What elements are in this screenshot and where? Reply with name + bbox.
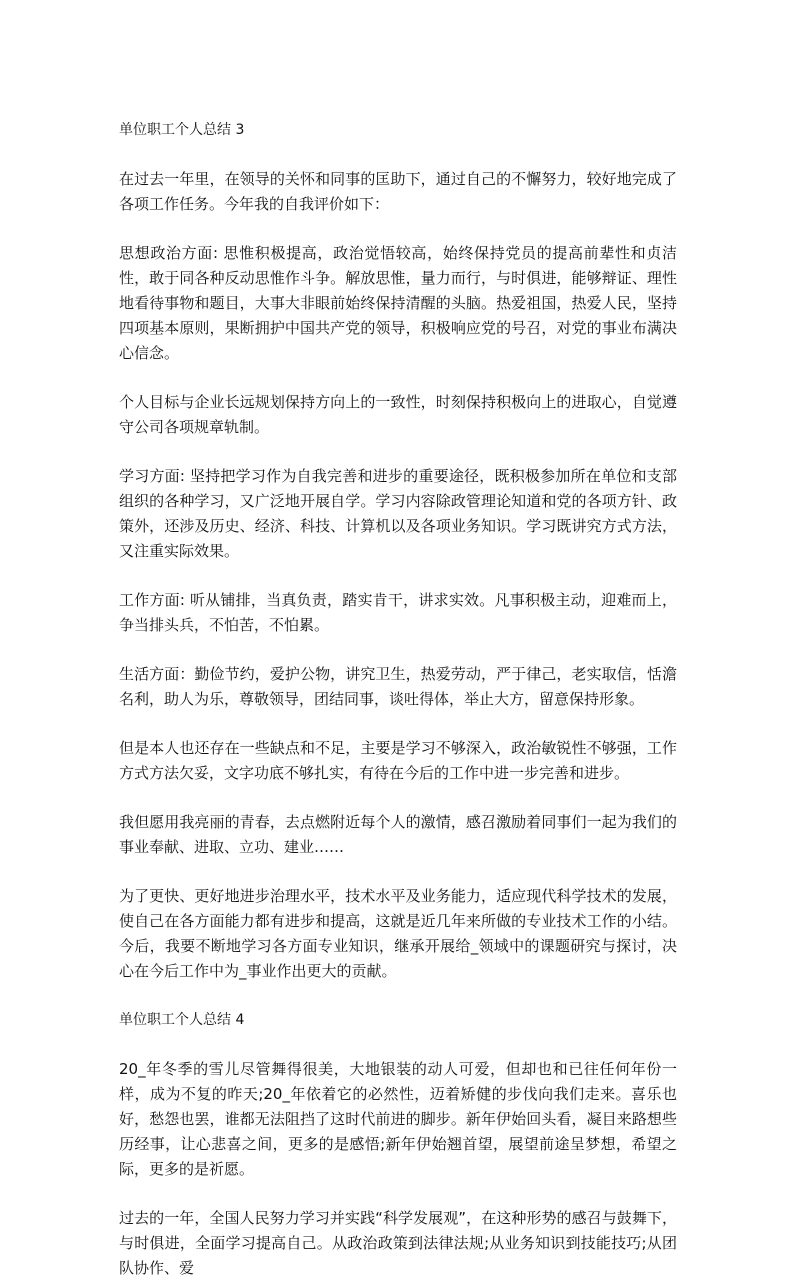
paragraph: 工作方面: 听从铺排，当真负责，踏实肯干，讲求实效。凡事积极主动，迎难而上，争当排头兵，不怕苦，不怕累。: [119, 591, 677, 634]
paragraph: 20_年冬季的雪儿尽管舞得很美，大地银装的动人可爱，但却也和已往任何年份一样，成为不复的昨天;20_年依着它的必然性，迈着矫健的步伐向我们走来。喜乐也好，愁怨也罢，谁都无法阻挡了这时代前进的脚步。新年伊始回头看，凝目来路想些历经事，让心悲喜之间，更多的是感悟;新年伊始翘首望，展望前途呈梦想，希望之际，更多的是祈愿。: [119, 1060, 677, 1178]
paragraph: 为了更快、更好地进步治理水平，技术水平及业务能力，适应现代科学技术的发展，使自己在各方面能力都有进步和提高，这就是近几年来所做的专业技术工作的小结。今后，我要不断地学习各方面专业知识，继承开展给_领域中的课题研究与探讨，决心在今后工作中为_事业作出更大的贡献。: [119, 887, 677, 980]
paragraph-gap: [119, 1033, 677, 1057]
paragraph-gap: [119, 217, 677, 241]
section-heading: 单位职工个人总结 4: [119, 1012, 245, 1028]
document-page: [119, 118, 677, 1281]
paragraph-gap: [119, 366, 677, 390]
paragraph-gap: [119, 143, 677, 167]
paragraph-gap: [119, 984, 677, 1008]
paragraph-gap: [119, 638, 677, 662]
paragraph: 学习方面: 坚持把学习作为自我完善和进步的重要途径，既积极参加所在单位和支部组织的各种学习，又广泛地开展自学。学习内容除政管理论知道和党的各项方针、政策外，还涉及历史、经济、科技、计算机以及各项业务知识。学习既讲究方式方法，又注重实际效果。: [119, 467, 677, 560]
paragraph: 个人目标与企业长远规划保持方向上的一致性，时刻保持积极向上的进取心，自觉遵守公司各项规章轨制。: [119, 393, 677, 436]
paragraph: 在过去一年里，在领导的关怀和同事的匡助下，通过自己的不懈努力，较好地完成了各项工作任务。今年我的自我评价如下：: [119, 170, 677, 213]
paragraph: 过去的一年，全国人民努力学习并实践“科学发展观”，在这种形势的感召与鼓舞下，与时俱进，全面学习提高自己。从政治政策到法律法规;从业务知识到技能技巧;从团队协作、爱: [119, 1209, 677, 1277]
paragraph-gap: [119, 712, 677, 736]
paragraph-gap: [119, 1182, 677, 1206]
paragraph: 生活方面：勤俭节约，爱护公物，讲究卫生，热爱劳动，严于律己，老实取信，恬澹名利，助人为乐，尊敬领导，团结同事，谈吐得体，举止大方，留意保持形象。: [119, 665, 677, 708]
paragraph: 我但愿用我亮丽的青春，去点燃附近每个人的激情，感召激励着同事们一起为我们的事业奉献、进取、立功、建业……: [119, 813, 677, 856]
paragraph-gap: [119, 786, 677, 810]
paragraph-gap: [119, 860, 677, 884]
paragraph-gap: [119, 564, 677, 588]
paragraph-gap: [119, 440, 677, 464]
paragraph: 但是本人也还存在一些缺点和不足，主要是学习不够深入，政治敏锐性不够强，工作方式方法欠妥，文字功底不够扎实，有待在今后的工作中进一步完善和进步。: [119, 739, 677, 782]
paragraph: 思想政治方面: 思惟积极提高，政治觉悟较高，始终保持党员的提高前辈性和贞洁性，敢于同各种反动思惟作斗争。解放思惟，量力而行，与时俱进，能够辩证、理性地看待事物和题目，大事大非眼前始终保持清醒的头脑。热爱祖国，热爱人民，坚持四项基本原则，果断拥护中国共产党的领导，积极响应党的号召，对党的事业布满决心信念。: [119, 244, 677, 362]
section-heading: 单位职工个人总结 3: [119, 122, 245, 138]
